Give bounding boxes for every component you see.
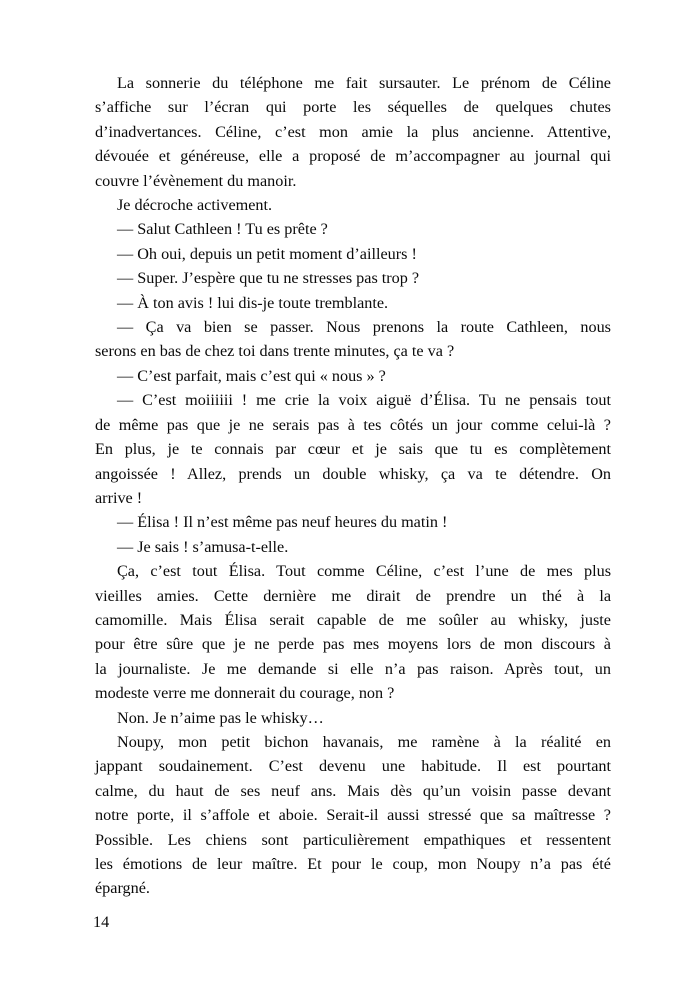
paragraph	[95, 291, 611, 315]
text-line: camomille. Mais Élisa serait capable de me soûler au whisky, juste	[95, 610, 611, 629]
paragraph	[95, 217, 611, 241]
text-line: arrive !	[95, 488, 143, 507]
text-line: — Super. J’espère que tu ne stresses pas trop ?	[117, 269, 420, 288]
text-line: — Je sais ! s’amusa-t-elle.	[117, 537, 289, 556]
paragraph	[95, 510, 611, 534]
text-line: couvre l’évènement du manoir.	[95, 171, 297, 190]
text-line: modeste verre me donnerait du courage, non ?	[95, 684, 395, 703]
text-line: Noupy, mon petit bichon havanais, me ramène à la réalité en	[117, 732, 611, 751]
text-block	[95, 71, 611, 901]
text-line: s’affiche sur l’écran qui porte les séquelles de quelques chutes	[95, 98, 611, 117]
paragraph	[95, 559, 611, 705]
text-line: Ça, c’est tout Élisa. Tout comme Céline, c’est l’une de mes plus	[117, 562, 611, 581]
text-line: La sonnerie du téléphone me fait sursauter. Le prénom de Céline	[117, 74, 611, 92]
text-line: — Salut Cathleen ! Tu es prête ?	[117, 220, 328, 239]
text-line: Possible. Les chiens sont particulièrement empathiques et ressentent	[95, 830, 611, 849]
paragraph	[95, 242, 611, 266]
text-line: En plus, je te connais par cœur et je sais que tu es complètement	[95, 440, 611, 459]
text-line: — C’est parfait, mais c’est qui « nous » ?	[117, 366, 386, 385]
text-line: — Ça va bien se passer. Nous prenons la route Cathleen, nous	[117, 318, 611, 337]
text-line: Je décroche activement.	[117, 196, 273, 215]
page-number: 14	[93, 913, 110, 931]
text-line: — À ton avis ! lui dis-je toute tremblante.	[117, 293, 389, 312]
text-line: pour être sûre que je ne perde pas mes moyens lors de mon discours à	[95, 635, 611, 654]
text-line: vieilles amies. Cette dernière me dirait de prendre un thé à la	[95, 586, 611, 605]
paragraph	[95, 535, 611, 559]
text-line: Non. Je n’aime pas le whisky…	[117, 708, 324, 727]
paragraph	[95, 388, 611, 510]
text-line: calme, du haut de ses neuf ans. Mais dès qu’un voisin passe devant	[95, 781, 611, 800]
paragraph	[95, 71, 611, 193]
paragraph	[95, 315, 611, 364]
text-line: jappant soudainement. C’est devenu une habitude. Il est pourtant	[95, 757, 611, 776]
text-line: angoissée ! Allez, prends un double whisky, ça va te détendre. On	[95, 464, 611, 483]
text-line: de même pas que je ne serais pas à tes côtés un jour comme celui-là ?	[95, 415, 611, 434]
text-line: notre porte, il s’affole et aboie. Serait-il aussi stressé que sa maîtresse ?	[95, 806, 611, 825]
text-line: la journaliste. Je me demande si elle n’a pas raison. Après tout, un	[95, 659, 611, 678]
text-line: d’inadvertances. Céline, c’est mon amie la plus ancienne. Attentive,	[95, 122, 611, 141]
text-line: épargné.	[95, 879, 150, 898]
paragraph	[95, 364, 611, 388]
paragraph	[95, 730, 611, 901]
paragraph	[95, 193, 611, 217]
paragraph	[95, 266, 611, 290]
text-line: les émotions de leur maître. Et pour le coup, mon Noupy n’a pas été	[95, 855, 611, 873]
text-line: — Élisa ! Il n’est même pas neuf heures du matin !	[117, 513, 448, 532]
text-line: — C’est moiiiiii ! me crie la voix aiguë d’Élisa. Tu ne pensais tout	[117, 391, 611, 410]
text-line: — Oh oui, depuis un petit moment d’ailleurs !	[117, 244, 417, 263]
paragraph	[95, 706, 611, 730]
text-line: serons en bas de chez toi dans trente minutes, ça te va ?	[95, 342, 455, 361]
text-line: dévouée et généreuse, elle a proposé de m’accompagner au journal qui	[95, 147, 611, 166]
